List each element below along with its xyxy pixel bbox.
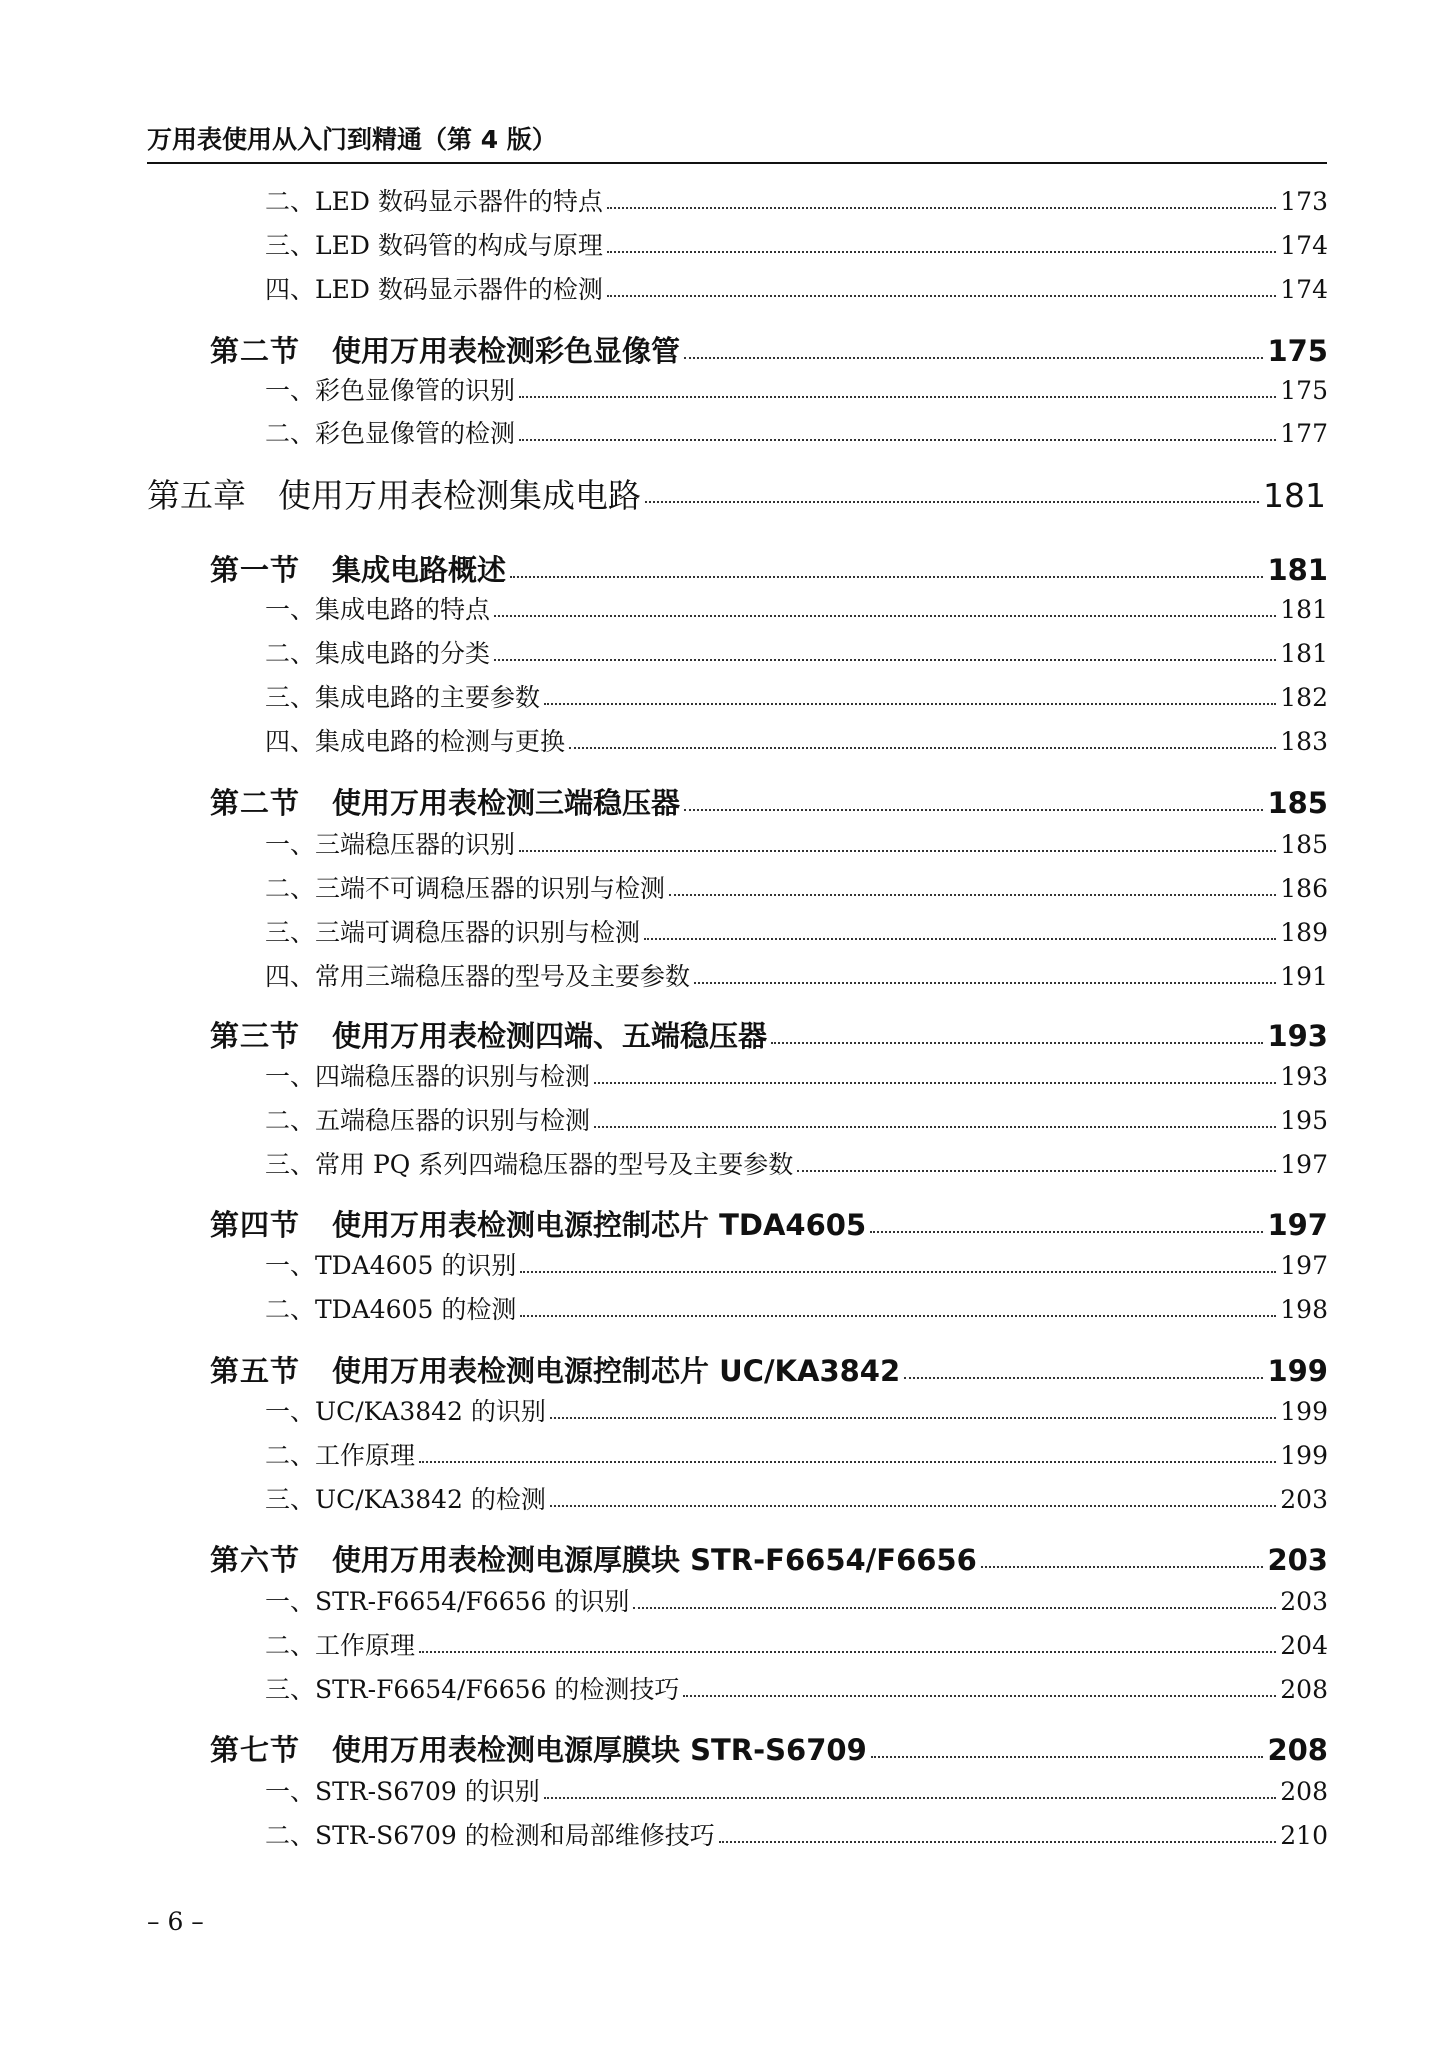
toc-subsection-entry[interactable] <box>265 1246 1328 1282</box>
dot-leader <box>684 357 1263 359</box>
toc-entry-text: 集成电路概述 <box>332 553 507 587</box>
dot-leader <box>981 1566 1264 1568</box>
toc-entry-title <box>210 1728 867 1769</box>
toc-entry-title <box>265 414 515 450</box>
toc-page-number: 199 <box>1267 1354 1328 1388</box>
page-number: – 6 – <box>147 1907 204 1936</box>
toc-entry-text: 一、四端稳压器的识别与检测 <box>265 1062 591 1091</box>
dot-leader <box>419 1461 1276 1463</box>
toc-section-entry[interactable] <box>210 781 1328 822</box>
dot-leader <box>694 982 1276 984</box>
toc-subsection-entry[interactable] <box>265 414 1328 450</box>
toc-entry-title <box>265 957 690 993</box>
dot-leader <box>645 501 1259 503</box>
toc-entry-text: 一、TDA4605 的识别 <box>265 1251 517 1280</box>
toc-subsection-entry[interactable] <box>265 825 1328 861</box>
toc-page-number: 208 <box>1280 1675 1328 1704</box>
toc-section-entry[interactable] <box>210 1349 1328 1390</box>
toc-entry-title <box>210 548 506 589</box>
toc-page-number: 175 <box>1267 334 1328 368</box>
toc-page-number: 181 <box>1280 595 1328 624</box>
toc-entry-text: 二、集成电路的分类 <box>265 639 491 668</box>
toc-entry-title <box>265 634 490 670</box>
toc-entry-title <box>265 1816 715 1852</box>
toc-entry-text: 四、常用三端稳压器的型号及主要参数 <box>265 962 691 991</box>
toc-entry-text: 二、LED 数码显示器件的特点 <box>265 187 603 216</box>
toc-entry-text: 三、常用 PQ 系列四端稳压器的型号及主要参数 <box>265 1150 794 1179</box>
toc-subsection-entry[interactable] <box>265 1290 1328 1326</box>
book-title: 万用表使用从入门到精通（第 4 版） <box>147 125 557 154</box>
toc-entry-number: 第七节 <box>210 1733 301 1767</box>
dot-leader <box>519 439 1276 441</box>
toc-entry-title <box>265 678 540 714</box>
toc-entry-title <box>265 182 603 218</box>
toc-subsection-entry[interactable] <box>265 1582 1328 1618</box>
toc-page-number: 189 <box>1280 918 1328 947</box>
toc-page-number: 198 <box>1280 1295 1328 1324</box>
toc-entry-text: 三、UC/KA3842 的检测 <box>265 1485 546 1514</box>
toc-entry-text: 使用万用表检测四端、五端稳压器 <box>332 1019 768 1053</box>
toc-page-number: 181 <box>1267 553 1328 587</box>
toc-subsection-entry[interactable] <box>265 1816 1328 1852</box>
toc-entry-text: 三、STR-F6654/F6656 的检测技巧 <box>265 1675 680 1704</box>
toc-page-number: 181 <box>1280 639 1328 668</box>
toc-entry-title <box>265 371 515 407</box>
dot-leader <box>519 850 1276 852</box>
dot-leader <box>719 1841 1277 1843</box>
toc-subsection-entry[interactable] <box>265 1670 1328 1706</box>
toc-entry-title <box>265 1582 629 1618</box>
toc-entry-title <box>147 470 641 517</box>
toc-entry-title <box>265 1101 590 1137</box>
toc-section-entry[interactable] <box>210 1538 1328 1579</box>
toc-page-number: 193 <box>1280 1062 1328 1091</box>
toc-page-number: 182 <box>1280 683 1328 712</box>
toc-page-number: 199 <box>1280 1397 1328 1426</box>
toc-subsection-entry[interactable] <box>265 1480 1328 1516</box>
toc-entry-number: 第二节 <box>210 334 301 368</box>
toc-entry-text: 二、五端稳压器的识别与检测 <box>265 1106 591 1135</box>
toc-subsection-entry[interactable] <box>265 913 1328 949</box>
toc-page-number: 186 <box>1280 874 1328 903</box>
toc-page-number: 185 <box>1267 786 1328 820</box>
toc-subsection-entry[interactable] <box>265 634 1328 670</box>
toc-subsection-entry[interactable] <box>265 1145 1328 1181</box>
toc-entry-text: 使用万用表检测电源厚膜块 STR-F6654/F6656 <box>332 1543 977 1577</box>
toc-entry-title <box>265 1145 793 1181</box>
dot-leader <box>520 1315 1276 1317</box>
dot-leader <box>494 615 1276 617</box>
toc-section-entry[interactable] <box>210 548 1328 589</box>
toc-entry-title <box>265 825 515 861</box>
toc-subsection-entry[interactable] <box>265 1772 1328 1808</box>
toc-entry-number: 第二节 <box>210 786 301 820</box>
dot-leader <box>607 207 1276 209</box>
toc-entry-title <box>265 1290 516 1326</box>
toc-page-number: 193 <box>1267 1019 1328 1053</box>
toc-entry-number: 第六节 <box>210 1543 301 1577</box>
toc-page-number: 174 <box>1280 231 1328 260</box>
toc-entry-title <box>265 1436 415 1472</box>
dot-leader <box>419 1651 1276 1653</box>
toc-subsection-entry[interactable] <box>265 1057 1328 1093</box>
toc-page-number: 174 <box>1280 275 1328 304</box>
dot-leader <box>771 1042 1263 1044</box>
toc-entry-title <box>265 1480 546 1516</box>
toc-entry-text: 四、LED 数码显示器件的检测 <box>265 275 603 304</box>
dot-leader <box>683 1695 1276 1697</box>
toc-page-number: 210 <box>1280 1821 1328 1850</box>
toc-entry-text: 三、三端可调稳压器的识别与检测 <box>265 918 641 947</box>
toc-section-entry[interactable] <box>210 1014 1328 1055</box>
toc-subsection-entry[interactable] <box>265 371 1328 407</box>
toc-entry-text: 使用万用表检测三端稳压器 <box>332 786 681 820</box>
toc-entry-number: 第五节 <box>210 1354 301 1388</box>
toc-entry-text: 二、工作原理 <box>265 1441 416 1470</box>
toc-page-number: 183 <box>1280 727 1328 756</box>
toc-entry-title <box>265 590 490 626</box>
dot-leader <box>520 1271 1276 1273</box>
toc-entry-title <box>265 913 640 949</box>
toc-entry-text: 使用万用表检测彩色显像管 <box>332 334 681 368</box>
toc-entry-text: 四、集成电路的检测与更换 <box>265 727 566 756</box>
toc-entry-title <box>265 1626 415 1662</box>
toc-subsection-entry[interactable] <box>265 1626 1328 1662</box>
toc-entry-text: 二、三端不可调稳压器的识别与检测 <box>265 874 666 903</box>
dot-leader <box>797 1170 1276 1172</box>
toc-page-number: 173 <box>1280 187 1328 216</box>
dot-leader <box>550 1417 1276 1419</box>
toc-page-number: 191 <box>1280 962 1328 991</box>
toc-subsection-entry[interactable] <box>265 678 1328 714</box>
toc-entry-title <box>210 781 680 822</box>
dot-leader <box>871 1756 1264 1758</box>
toc-entry-number: 第三节 <box>210 1019 301 1053</box>
dot-leader <box>510 576 1263 578</box>
toc-page-number: 181 <box>1263 476 1326 515</box>
toc-subsection-entry[interactable] <box>265 270 1328 306</box>
toc-entry-text: 一、集成电路的特点 <box>265 595 491 624</box>
toc-entry-text: 二、工作原理 <box>265 1631 416 1660</box>
toc-entry-title <box>265 1246 516 1282</box>
toc-entry-text: 使用万用表检测集成电路 <box>278 476 641 515</box>
toc-entry-text: 一、UC/KA3842 的识别 <box>265 1397 546 1426</box>
toc-chapter-entry[interactable] <box>147 470 1326 517</box>
dot-leader <box>544 703 1276 705</box>
toc-entry-text: 一、STR-F6654/F6656 的识别 <box>265 1587 630 1616</box>
toc-page-number: 204 <box>1280 1631 1328 1660</box>
toc-entry-title <box>210 1349 900 1390</box>
toc-subsection-entry[interactable] <box>265 590 1328 626</box>
toc-entry-title <box>265 869 665 905</box>
toc-entry-title <box>265 1392 546 1428</box>
toc-page-number: 185 <box>1280 830 1328 859</box>
toc-entry-text: 三、LED 数码管的构成与原理 <box>265 231 603 260</box>
toc-entry-number: 第四节 <box>210 1208 301 1242</box>
dot-leader <box>644 938 1276 940</box>
toc-page-number: 177 <box>1280 419 1328 448</box>
toc-page-number: 208 <box>1267 1733 1328 1767</box>
toc-subsection-entry[interactable] <box>265 1101 1328 1137</box>
toc-subsection-entry[interactable] <box>265 182 1328 218</box>
toc-subsection-entry[interactable] <box>265 869 1328 905</box>
dot-leader <box>684 809 1263 811</box>
toc-page-number: 203 <box>1267 1543 1328 1577</box>
toc-entry-number: 第一节 <box>210 553 301 587</box>
toc-entry-text: 二、STR-S6709 的检测和局部维修技巧 <box>265 1821 715 1850</box>
dot-leader <box>544 1797 1277 1799</box>
dot-leader <box>519 396 1276 398</box>
dot-leader <box>594 1126 1276 1128</box>
toc-entry-title <box>265 270 603 306</box>
toc-subsection-entry[interactable] <box>265 1392 1328 1428</box>
toc-subsection-entry[interactable] <box>265 1436 1328 1472</box>
toc-subsection-entry[interactable] <box>265 957 1328 993</box>
toc-page-number: 203 <box>1280 1485 1328 1514</box>
dot-leader <box>633 1607 1276 1609</box>
dot-leader <box>550 1505 1276 1507</box>
dot-leader <box>904 1377 1263 1379</box>
toc-entry-text: 二、TDA4605 的检测 <box>265 1295 517 1324</box>
dot-leader <box>594 1082 1276 1084</box>
toc-page-number: 197 <box>1280 1150 1328 1179</box>
toc-page-number: 208 <box>1280 1777 1328 1806</box>
toc-entry-text: 一、STR-S6709 的识别 <box>265 1777 540 1806</box>
toc-entry-title <box>265 226 603 262</box>
toc-section-entry[interactable] <box>210 329 1328 370</box>
toc-section-entry[interactable] <box>210 1203 1328 1244</box>
toc-subsection-entry[interactable] <box>265 722 1328 758</box>
toc-entry-title <box>210 1203 866 1244</box>
toc-entry-number: 第五章 <box>147 476 246 515</box>
toc-page-number: 197 <box>1280 1251 1328 1280</box>
dot-leader <box>607 251 1276 253</box>
toc-entry-text: 三、集成电路的主要参数 <box>265 683 541 712</box>
dot-leader <box>870 1231 1263 1233</box>
toc-page-number: 195 <box>1280 1106 1328 1135</box>
toc-section-entry[interactable] <box>210 1728 1328 1769</box>
toc-page-number: 203 <box>1280 1587 1328 1616</box>
toc-page-number: 197 <box>1267 1208 1328 1242</box>
toc-subsection-entry[interactable] <box>265 226 1328 262</box>
dot-leader <box>494 659 1276 661</box>
toc-page-number: 175 <box>1280 376 1328 405</box>
dot-leader <box>669 894 1276 896</box>
toc-page-number: 199 <box>1280 1441 1328 1470</box>
toc-entry-title <box>265 1670 679 1706</box>
toc-entry-title <box>210 329 680 370</box>
toc-entry-title <box>210 1014 767 1055</box>
toc-entry-text: 二、彩色显像管的检测 <box>265 419 516 448</box>
toc-entry-title <box>265 1772 540 1808</box>
toc-entry-title <box>265 1057 590 1093</box>
toc-entry-text: 使用万用表检测电源厚膜块 STR-S6709 <box>332 1733 867 1767</box>
dot-leader <box>569 747 1276 749</box>
toc-entry-text: 一、三端稳压器的识别 <box>265 830 516 859</box>
toc-entry-text: 使用万用表检测电源控制芯片 TDA4605 <box>332 1208 867 1242</box>
toc-entry-title <box>265 722 565 758</box>
toc-entry-text: 一、彩色显像管的识别 <box>265 376 516 405</box>
toc-entry-text: 使用万用表检测电源控制芯片 UC/KA3842 <box>332 1354 901 1388</box>
toc-entry-title <box>210 1538 977 1579</box>
dot-leader <box>607 295 1276 297</box>
